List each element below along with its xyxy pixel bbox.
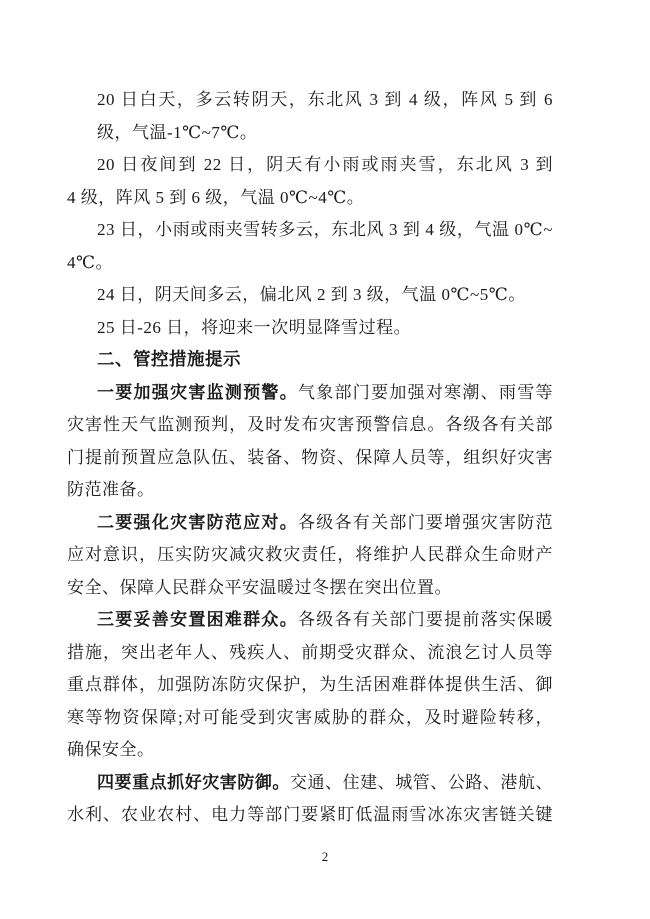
text-line: 级，气温-1℃~7℃。 bbox=[97, 122, 258, 142]
text-line: 20 日夜间到 22 日，阴天有小雨或雨夹雪，东北风 3 到 bbox=[97, 155, 553, 174]
page-number: 2 bbox=[321, 849, 329, 864]
text-line: 防范准备。 bbox=[67, 480, 155, 499]
text-line: 二要强化灾害防范应对。各级各有关部门要增强灾害防范 bbox=[97, 512, 553, 532]
text-line: 20 日白天，多云转阴天，东北风 3 到 4 级，阵风 5 到 6 bbox=[97, 90, 553, 109]
text-line: 24 日，阴天间多云，偏北风 2 到 3 级，气温 0℃~5℃。 bbox=[97, 285, 526, 304]
section-heading: 二、管控措施提示 bbox=[97, 350, 241, 370]
text-line: 四要重点抓好灾害防御。交通、住建、城管、公路、港航、 bbox=[97, 772, 553, 792]
text-line: 水利、农业农村、电力等部门要紧盯低温雨雪冰冻灾害链关键 bbox=[67, 805, 553, 824]
text-line: 灾害性天气监测预判，及时发布灾害预警信息。各级各有关部 bbox=[67, 415, 553, 434]
text-line: 三要妥善安置困难群众。各级各有关部门要提前落实保暖 bbox=[97, 610, 553, 629]
text-line: 23 日，小雨或雨夹雪转多云，东北风 3 到 4 级，气温 0℃~ bbox=[97, 220, 553, 239]
text-line: 寒等物资保障;对可能受到灾害威胁的群众，及时避险转移， bbox=[67, 707, 553, 727]
text-line: 4℃。 bbox=[67, 252, 114, 272]
document-body bbox=[67, 84, 553, 832]
bold-lead: 二要强化灾害防范应对。 bbox=[97, 512, 298, 532]
text-line: 安全、保障人民群众平安温暖过冬摆在突出位置。 bbox=[67, 577, 452, 597]
text-line: 确保安全。 bbox=[67, 740, 155, 759]
text-line: 应对意识，压实防灾减灾救灾责任，将维护人民群众生命财产 bbox=[67, 545, 553, 564]
bold-lead: 四要重点抓好灾害防御。 bbox=[97, 772, 290, 792]
text-line: 措施，突出老年人、残疾人、前期受灾群众、流浪乞讨人员等 bbox=[67, 642, 553, 662]
text-line: 4 级，阵风 5 到 6 级，气温 0℃~4℃。 bbox=[67, 187, 365, 207]
bold-lead: 三要妥善安置困难群众。 bbox=[97, 610, 298, 629]
text-line: 门提前预置应急队伍、装备、物资、保障人员等，组织好灾害 bbox=[67, 447, 553, 467]
bold-lead: 一要加强灾害监测预警。 bbox=[97, 382, 298, 402]
text-line: 重点群体，加强防冻防灾保护，为生活困难群体提供生活、御 bbox=[67, 675, 553, 694]
text-line: 25 日-26 日，将迎来一次明显降雪过程。 bbox=[97, 317, 412, 337]
text-line: 一要加强灾害监测预警。气象部门要加强对寒潮、雨雪等 bbox=[97, 382, 553, 402]
